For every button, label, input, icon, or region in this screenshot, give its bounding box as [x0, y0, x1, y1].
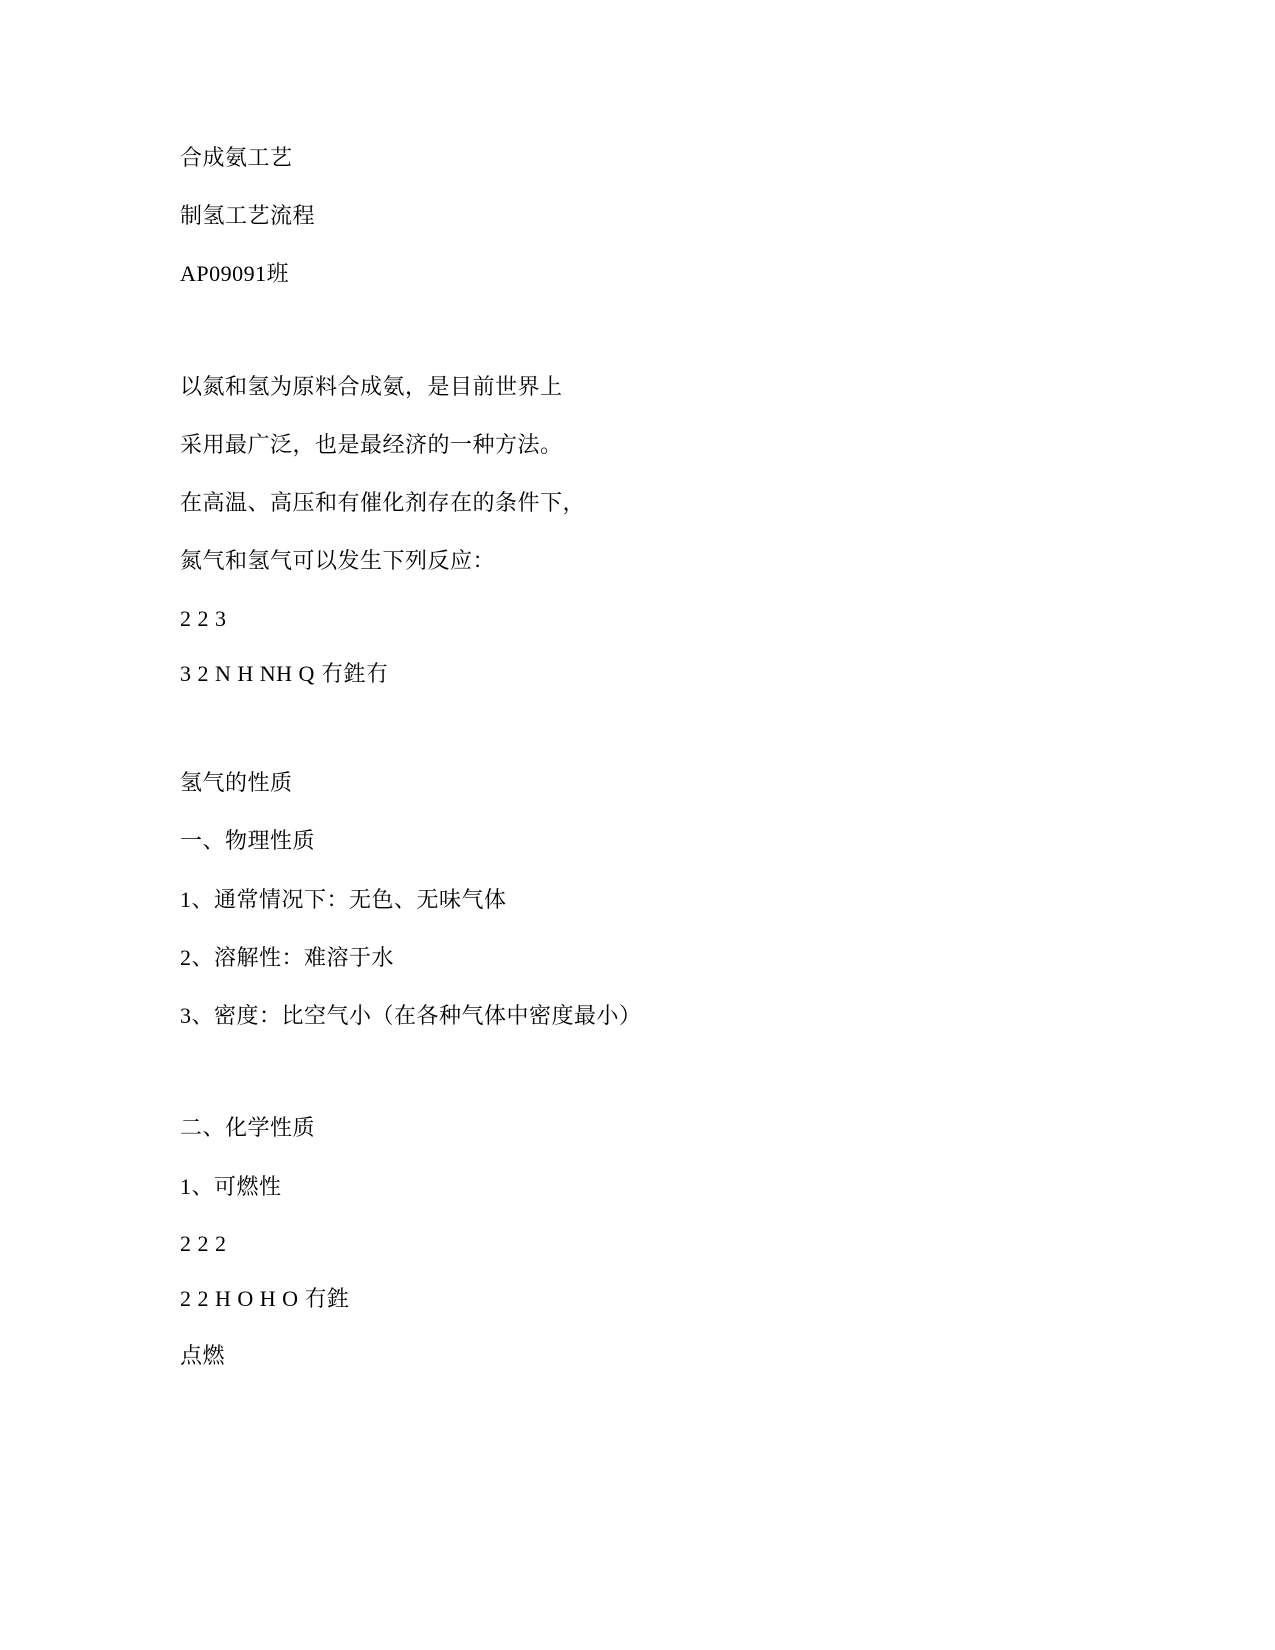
equation-subscripts: 2 2 3: [180, 606, 227, 631]
intro-line: 以氮和氢为原料合成氨，是目前世界上: [180, 374, 563, 399]
document-title: 合成氨工艺: [180, 145, 293, 170]
document-subtitle: 制氢工艺流程: [180, 203, 316, 228]
physical-heading: 一、物理性质: [180, 828, 316, 853]
physical-item: 3、密度：比空气小（在各种气体中密度最小）: [180, 1003, 642, 1028]
chemical-item: 1、可燃性: [180, 1174, 282, 1199]
physical-item: 2、溶解性：难溶于水: [180, 945, 395, 970]
intro-line: 采用最广泛，也是最经济的一种方法。: [180, 432, 563, 457]
intro-line: 在高温、高压和有催化剂存在的条件下，: [180, 490, 586, 515]
intro-line: 氮气和氢气可以发生下列反应：: [180, 548, 496, 573]
equation-main: 2 2 H O H O 冇鉎: [180, 1286, 350, 1311]
chemical-heading: 二、化学性质: [180, 1115, 316, 1140]
equation-subscripts: 2 2 2: [180, 1231, 227, 1256]
physical-item: 1、通常情况下：无色、无味气体: [180, 887, 507, 912]
reaction-condition: 点燃: [180, 1343, 226, 1368]
class-code: AP09091班: [180, 261, 290, 286]
equation-main: 3 2 N H NH Q 冇鉎冇: [180, 661, 389, 686]
section-title: 氢气的性质: [180, 770, 293, 795]
